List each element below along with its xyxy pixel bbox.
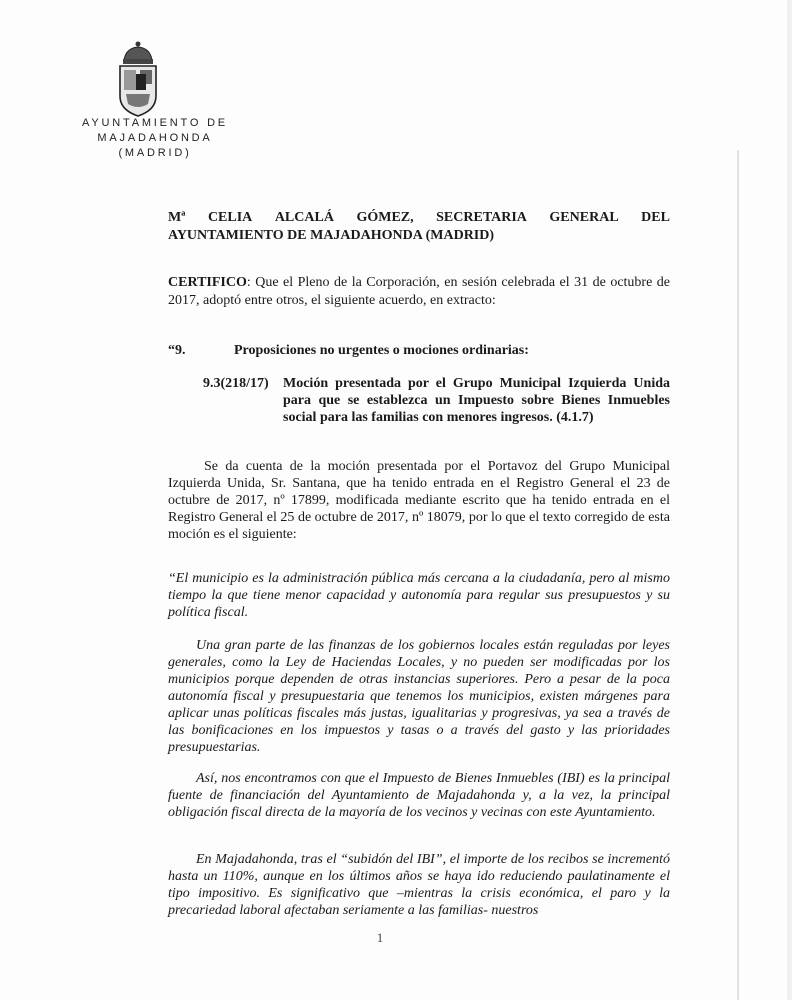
heading-word: GÓMEZ, xyxy=(356,210,414,225)
motion-code: 9.3(218/17) xyxy=(203,376,269,391)
document-heading xyxy=(168,209,670,245)
heading-word: CELIA xyxy=(207,210,253,225)
heading-word: DEL xyxy=(641,210,670,225)
motion-quote-paragraph-2: Una gran parte de las finanzas de los gobiernos locales están reguladas por leyes generales, como la Ley de Haciendas Locales, y no pueden ser modificadas por los municipios porque dependen de otras instancias superiores. Pero a pesar de la poca autonomía fiscal y presupuestaria que tenemos los municipios, existen márgenes para aplicar unas políticas fiscales más justas, igualitarias y progresivas, ya sea a través de las bonificaciones en los impuestos y tasas o a través del gasto y las prioridades presupuestarias. xyxy=(168,638,670,755)
certifico-paragraph xyxy=(168,274,670,310)
motion-quote-paragraph-1: “El municipio es la administración pública más cercana a la ciudadanía, pero al mismo tiempo la que tiene menor capacidad y autonomía para regular sus presupuestos y su política fiscal. xyxy=(168,571,670,620)
motion-title: Moción presentada por el Grupo Municipal Izquierda Unida para que se establezca un Impuesto sobre Bienes Inmuebles social para las familias con menores ingresos. (4.1.7) xyxy=(283,376,670,425)
heading-word: Mª xyxy=(168,210,186,225)
page-number: 1 xyxy=(376,930,384,945)
coat-of-arms-icon xyxy=(114,40,162,118)
certifico-label: CERTIFICO xyxy=(168,275,247,290)
heading-line-1 xyxy=(168,209,670,227)
certifico-text: : Que el Pleno de la Corporación, en sesión celebrada el 31 de octubre de 2017, adoptó entre otros, el siguiente acuerdo, en extracto: xyxy=(168,275,670,308)
agenda-item-title: Proposiciones no urgentes o mociones ordinarias: xyxy=(234,343,529,358)
heading-word: SECRETARIA xyxy=(436,210,527,225)
agenda-item-number: “9. xyxy=(168,343,186,358)
motion-quote-paragraph-3: Así, nos encontramos con que el Impuesto de Bienes Inmuebles (IBI) es la principal fuente de financiación del Ayuntamiento de Majadahonda y, a la vez, la principal obligación fiscal directa de la mayoría de los vecinos y vecinas con este Ayuntamiento. xyxy=(168,771,670,820)
letterhead-line-2: MAJADAHONDA xyxy=(97,132,213,144)
heading-word: ALCALÁ xyxy=(274,210,334,225)
intro-paragraph: Se da cuenta de la moción presentada por el Portavoz del Grupo Municipal Izquierda Unida, Sr. Santana, que ha tenido entrada en el Registro General el 23 de octubre de 2017, nº 17899, modificada mediante escrito que ha tenido entrada en el Registro General el 25 de octubre de 2017, nº 18079, por lo que el texto corregido de esta moción es el siguiente: xyxy=(168,459,670,542)
motion-quote-paragraph-4: En Majadahonda, tras el “subidón del IBI”, el importe de los recibos se incrementó hasta un 110%, aunque en los últimos años se haya ido reduciendo paulatinamente el tipo impositivo. Es significativo que –mientras la crisis económica, el paro y la precariedad laboral afectaban seriamente a las familias- nuestros xyxy=(168,852,670,918)
letterhead xyxy=(60,116,250,161)
scan-edge-shadow xyxy=(737,150,739,1000)
letterhead-line-3: (MADRID) xyxy=(118,147,192,159)
letterhead-line-1: AYUNTAMIENTO DE xyxy=(82,117,228,129)
heading-word: GENERAL xyxy=(549,210,619,225)
scan-edge xyxy=(787,0,792,1000)
heading-line-2: AYUNTAMIENTO DE MAJADAHONDA (MADRID) xyxy=(168,228,495,243)
